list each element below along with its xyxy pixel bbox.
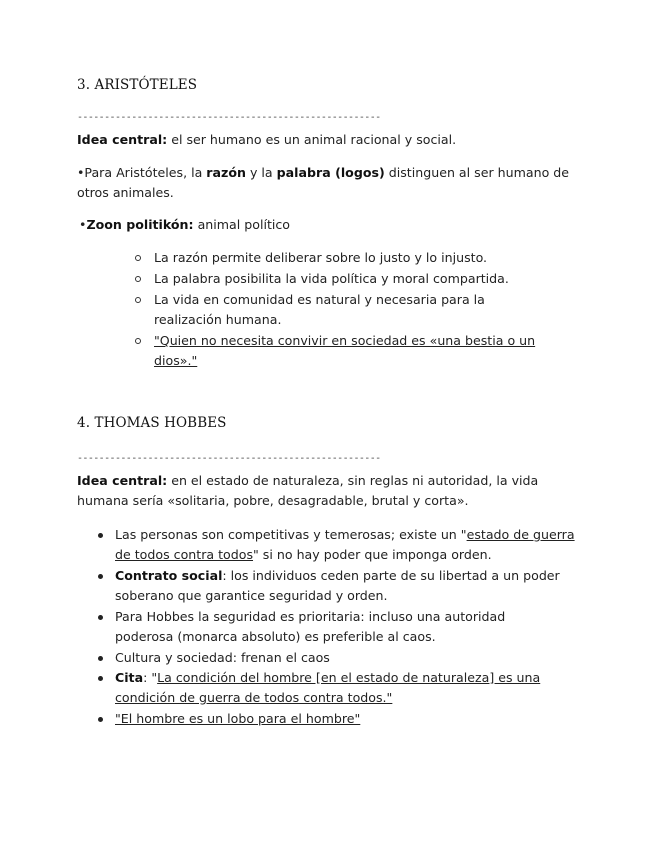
divider: -------------------------------------------------------- (77, 112, 381, 123)
list-item: Para Hobbes la seguridad es prioritaria: incluso una autoridad poderosa (monarca absoluto) es preferible al caos. (115, 609, 506, 644)
estado-de-guerra-link[interactable]: estado de guerra de todos contra todos (115, 527, 575, 562)
idea-central-label: Idea central: (77, 473, 168, 488)
bullet-dot-icon (98, 615, 103, 620)
bullet-dot-icon (98, 574, 103, 579)
divider: -------------------------------------------------------- (77, 453, 381, 464)
bullet-dot-icon (98, 533, 103, 538)
lobo-quote-link[interactable]: "El hombre es un lobo para el hombre" (115, 711, 361, 726)
cita-link[interactable]: La condición del hombre [en el estado de naturaleza] es una condición de guerra de todos contra todos." (115, 670, 541, 705)
list-item: Contrato social: los individuos ceden parte de su libertad a un poder soberano que garantice seguridad y orden. (115, 568, 560, 603)
idea-central-paragraph: Idea central: el ser humano es un animal racional y social. (77, 132, 457, 147)
bullet-dot-icon (98, 676, 103, 681)
circle-bullet-icon (135, 276, 141, 282)
bullet-dot-icon (98, 656, 103, 661)
bullet-dot-icon (98, 717, 103, 722)
paragraph-razon-palabra: •Para Aristóteles, la razón y la palabra (logos) distinguen al ser humano de otros animales. (77, 165, 570, 200)
list-item (115, 709, 585, 729)
paragraph-zoon-politikon: •Zoon politikón: animal político (79, 217, 291, 232)
list-item: Las personas son competitivas y temerosas; existe un "estado de guerra de todos contra todos" si no hay poder que imponga orden. (115, 527, 575, 562)
quote-link[interactable]: "Quien no necesita convivir en sociedad es «una bestia o un dios»." (154, 333, 536, 368)
circle-bullet-icon (135, 297, 141, 303)
idea-central-label: Idea central: (77, 132, 168, 147)
circle-bullet-icon (135, 338, 141, 344)
list-item: La razón permite deliberar sobre lo justo y lo injusto. (154, 250, 488, 265)
section-heading-hobbes: 4. THOMAS HOBBES (77, 415, 227, 431)
section-heading-aristoteles: 3. ARISTÓTELES (77, 77, 198, 93)
list-item: La vida en comunidad es natural y necesaria para la realización humana. (154, 292, 485, 327)
circle-bullet-icon (135, 255, 141, 261)
list-item: Cita: "La condición del hombre [en el estado de naturaleza] es una condición de guerra de todos contra todos." (115, 670, 541, 705)
list-item: La palabra posibilita la vida política y moral compartida. (154, 271, 509, 286)
idea-central-paragraph: Idea central: en el estado de naturaleza, sin reglas ni autoridad, la vida humana sería «solitaria, pobre, desagradable, brutal y corta». (77, 473, 539, 508)
list-item: Cultura y sociedad: frenan el caos (115, 650, 330, 665)
